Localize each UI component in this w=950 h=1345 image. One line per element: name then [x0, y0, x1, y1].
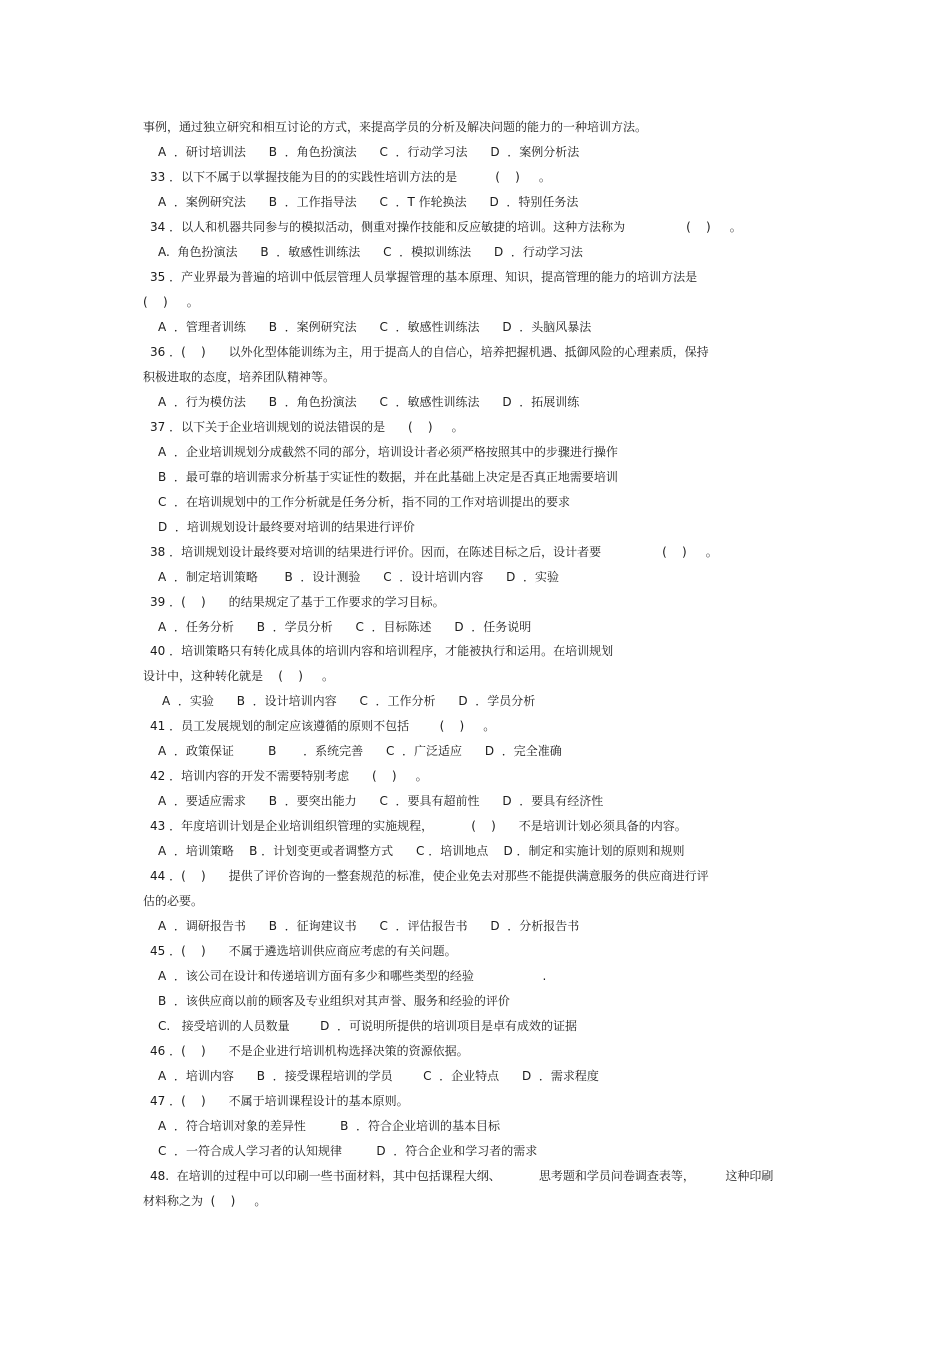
question-line: 45 ．( ) 不属于遴选培训供应商应考虑的有关问题。 [150, 944, 457, 958]
question-line: 37 ．以下关于企业培训规划的说法错误的是 ( ) 。 [150, 420, 464, 434]
options-line: A ．符合培训对象的差异性 B ．符合企业培训的基本目标 [158, 1119, 501, 1133]
question-line: 42 ．培训内容的开发不需要特别考虑 ( ) 。 [150, 769, 428, 783]
text-line: ( ) 。 [143, 295, 199, 309]
question-line: 34 ．以人和机器共同参与的模拟活动，侧重对操作技能和反应敏捷的培训。这种方法称为 ( ) 。 [150, 220, 742, 234]
question-line: 48. 在培训的过程中可以印刷一些书面材料，其中包括课程大纲、 思考题和学员问卷调查表等， 这种印刷 [150, 1169, 774, 1183]
options-line: A ．行为模仿法 B ．角色扮演法 C ．敏感性训练法 D ．拓展训练 [158, 395, 580, 409]
option-line: B ．该供应商以前的顾客及专业组织对其声誉、服务和经验的评价 [158, 994, 510, 1008]
options-line: A ．研讨培训法 B ．角色扮演法 C ．行动学习法 D ．案例分析法 [158, 145, 580, 159]
options-line: A ．培训内容 B ．接受课程培训的学员 C ．企业特点 D ．需求程度 [158, 1069, 599, 1083]
question-line: 43 ．年度培训计划是企业培训组织管理的实施规程， ( ) 不是培训计划必须具备的内容。 [150, 819, 687, 833]
option-line: B ．最可靠的培训需求分析基于实证性的数据，并在此基础上决定是否真正地需要培训 [158, 470, 618, 484]
question-line: 46 ．( ) 不是企业进行培训机构选择决策的资源依据。 [150, 1044, 469, 1058]
options-line: A ．任务分析 B ．学员分析 C ．目标陈述 D ．任务说明 [158, 620, 532, 634]
question-line: 36 ．( ) 以外化型体能训练为主，用于提高人的自信心，培养把握机遇、抵御风险的心理素质，保持 [150, 345, 709, 359]
options-line: A ．实验 B ．设计培训内容 C ．工作分析 D ．学员分析 [162, 694, 536, 708]
question-line: 39 ．( ) 的结果规定了基于工作要求的学习目标。 [150, 595, 445, 609]
text-line: 估的必要。 [143, 894, 204, 908]
question-line: 40 ．培训策略只有转化成具体的培训内容和培训程序，才能被执行和运用。在培训规划 [150, 644, 614, 658]
question-line: 44 ．( ) 提供了评价咨询的一整套规范的标准，使企业免去对那些不能提供满意服务的供应商进行评 [150, 869, 709, 883]
text-line: 材料称之为 ( ) 。 [143, 1194, 267, 1208]
option-line: A ．企业培训规划分成截然不同的部分，培训设计者必须严格按照其中的步骤进行操作 [158, 445, 618, 459]
options-line: C. 接受培训的人员数量 D ．可说明所提供的培训项目是卓有成效的证据 [158, 1019, 578, 1033]
options-line: A ．案例研究法 B ．工作指导法 C ．T 作轮换法 D ．特别任务法 [158, 195, 579, 209]
question-line: 41 ．员工发展规划的制定应该遵循的原则不包括 ( ) 。 [150, 719, 496, 733]
question-line: 47 ．( ) 不属于培训课程设计的基本原则。 [150, 1094, 409, 1108]
option-line: C ．在培训规划中的工作分析就是任务分析，指不同的工作对培训提出的要求 [158, 495, 571, 509]
options-line: C ．一符合成人学习者的认知规律 D ．符合企业和学习者的需求 [158, 1144, 538, 1158]
options-line: A. 角色扮演法 B ．敏感性训练法 C ．模拟训练法 D ．行动学习法 [158, 245, 583, 259]
question-line: 35 ．产业界最为普遍的培训中低层管理人员掌握管理的基本原理、知识，提高管理的能力的培训方法是 [150, 270, 698, 284]
options-line: A ．制定培训策略 B ．设计测验 C ．设计培训内容 D ．实验 [158, 570, 560, 584]
question-line: 38 ．培训规划设计最终要对培训的结果进行评价。因而，在陈述目标之后，设计者要 ( ) 。 [150, 545, 718, 559]
question-line: 33 ．以下不属于以掌握技能为目的的实践性培训方法的是 ( ) 。 [150, 170, 551, 184]
options-line: A ．管理者训练 B ．案例研究法 C ．敏感性训练法 D ．头脑风暴法 [158, 320, 592, 334]
option-line: A ．该公司在设计和传递培训方面有多少和哪些类型的经验 . [158, 969, 547, 983]
options-line: A ．政策保证 B ．系统完善 C ．广泛适应 D ．完全准确 [158, 744, 562, 758]
options-line: A ．培训策略 B ．计划变更或者调整方式 C ．培训地点 D ．制定和实施计划的原则和规则 [158, 844, 685, 858]
text-line: 事例，通过独立研究和相互讨论的方式，来提高学员的分析及解决问题的能力的一种培训方法。 [143, 120, 648, 134]
options-line: A ．要适应需求 B ．要突出能力 C ．要具有超前性 D ．要具有经济性 [158, 794, 604, 808]
options-line: A ．调研报告书 B ．征询建议书 C ．评估报告书 D ．分析报告书 [158, 919, 580, 933]
text-line: 设计中，这种转化就是 ( ) 。 [143, 669, 334, 683]
text-line: 积极进取的态度，培养团队精神等。 [143, 370, 336, 384]
option-line: D ．培训规划设计最终要对培训的结果进行评价 [158, 520, 415, 534]
